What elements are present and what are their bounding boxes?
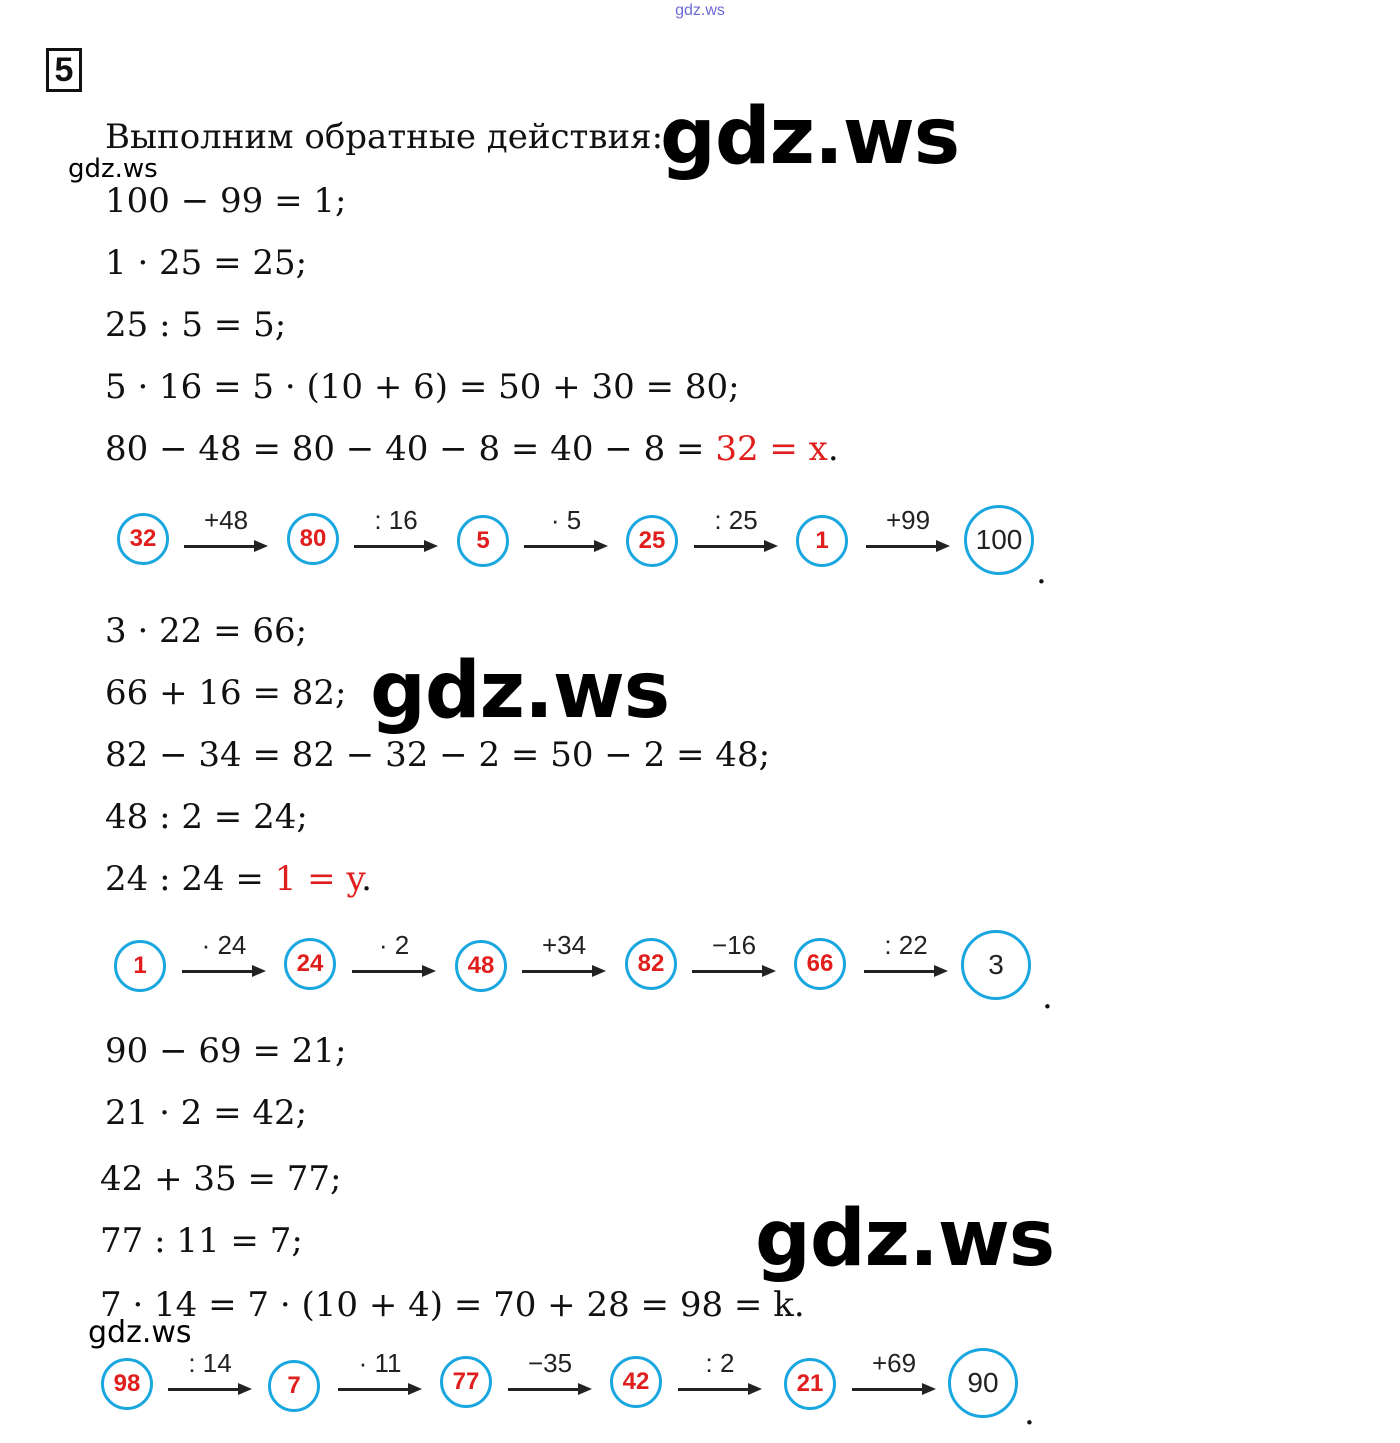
chain-final-node: 90 — [948, 1348, 1018, 1418]
chain-node: 21 — [784, 1358, 836, 1410]
chain-arrow — [522, 930, 606, 990]
operation-label: · 5 — [550, 505, 582, 535]
operation-label: : 2 — [705, 1348, 735, 1378]
equation-line: 1 · 25 = 25; — [105, 243, 308, 283]
equation-line: 5 · 16 = 5 · (10 + 6) = 50 + 30 = 80; — [105, 367, 740, 407]
chain-arrow — [184, 505, 268, 565]
watermark-small: gdz.ws — [88, 1315, 192, 1350]
equation-line: 3 · 22 = 66; — [105, 611, 308, 651]
chain-node: 80 — [287, 513, 339, 565]
arrow-head-icon — [594, 540, 608, 552]
operation-chain-3 — [0, 1348, 1400, 1438]
arrow-head-icon — [762, 965, 776, 977]
equation-line-result — [105, 859, 372, 899]
chain-arrow — [524, 505, 608, 565]
answer-highlight: 32 = x — [715, 429, 828, 469]
operation-chain-1 — [0, 505, 1400, 595]
chain-arrow — [866, 505, 950, 565]
chain-node: 82 — [625, 938, 677, 990]
arrow-head-icon — [408, 1383, 422, 1395]
arrow-head-icon — [934, 965, 948, 977]
chain-node: 5 — [457, 515, 509, 567]
chain-arrow — [168, 1348, 252, 1408]
chain-arrow — [508, 1348, 592, 1408]
chain-node: 32 — [117, 513, 169, 565]
answer-highlight: 1 = y — [274, 859, 362, 899]
arrow-head-icon — [238, 1383, 252, 1395]
arrow-head-icon — [424, 540, 438, 552]
arrow-head-icon — [922, 1383, 936, 1395]
equation-line: 77 : 11 = 7; — [100, 1221, 303, 1261]
operation-label: · 24 — [201, 930, 247, 960]
operation-label: −35 — [527, 1348, 573, 1378]
arrow-head-icon — [254, 540, 268, 552]
operation-label: : 25 — [714, 505, 758, 535]
operation-label: +48 — [203, 505, 249, 535]
equation-line: 25 : 5 = 5; — [105, 305, 287, 345]
arrow-head-icon — [764, 540, 778, 552]
arrow-head-icon — [252, 965, 266, 977]
chain-arrow — [864, 930, 948, 990]
watermark-small: gdz.ws — [68, 154, 158, 184]
operation-label: +34 — [541, 930, 587, 960]
intro-text: Выполним обратные действия: — [105, 117, 664, 157]
chain-arrow — [352, 930, 436, 990]
operation-label: +99 — [885, 505, 931, 535]
watermark: gdz.ws — [755, 1194, 1055, 1284]
chain-node: 1 — [796, 515, 848, 567]
top-watermark: gdz.ws — [675, 2, 725, 19]
chain-node: 24 — [284, 938, 336, 990]
operation-label: · 2 — [378, 930, 410, 960]
chain-node: 98 — [101, 1358, 153, 1410]
equation-line: 82 − 34 = 82 − 32 − 2 = 50 − 2 = 48; — [105, 735, 771, 775]
arrow-head-icon — [748, 1383, 762, 1395]
chain-arrow — [338, 1348, 422, 1408]
equation-line: 21 · 2 = 42; — [105, 1093, 308, 1133]
chain-arrow — [182, 930, 266, 990]
chain-node: 7 — [268, 1360, 320, 1412]
equation-line: 90 − 69 = 21; — [105, 1031, 347, 1071]
equation-line: 7 · 14 = 7 · (10 + 4) = 70 + 28 = 98 = k. — [100, 1285, 805, 1325]
period: . — [1036, 552, 1047, 592]
arrow-head-icon — [592, 965, 606, 977]
period: . — [1042, 977, 1053, 1017]
arrow-head-icon — [936, 540, 950, 552]
chain-node: 48 — [455, 940, 507, 992]
equation-end: . — [827, 429, 839, 469]
operation-label: −16 — [711, 930, 757, 960]
equation-end: . — [361, 859, 372, 899]
operation-label: : 14 — [188, 1348, 232, 1378]
chain-node: 66 — [794, 938, 846, 990]
equation-text: 24 : 24 = — [105, 859, 275, 899]
equation-line: 42 + 35 = 77; — [100, 1159, 342, 1199]
chain-final-node: 3 — [961, 930, 1031, 1000]
chain-final-node: 100 — [964, 505, 1034, 575]
task-number: 5 — [46, 48, 82, 92]
period: . — [1024, 1393, 1035, 1433]
chain-node: 1 — [114, 940, 166, 992]
arrow-head-icon — [578, 1383, 592, 1395]
chain-node: 77 — [440, 1356, 492, 1408]
chain-arrow — [852, 1348, 936, 1408]
chain-arrow — [692, 930, 776, 990]
equation-text: 80 − 48 = 80 − 40 − 8 = 40 − 8 = — [105, 429, 716, 469]
equation-line: 66 + 16 = 82; — [105, 673, 347, 713]
operation-label: : 16 — [374, 505, 418, 535]
watermark: gdz.ws — [370, 646, 670, 736]
chain-node: 42 — [610, 1356, 662, 1408]
equation-line-result — [105, 429, 839, 469]
operation-label: · 11 — [358, 1348, 402, 1378]
operation-label: +69 — [871, 1348, 917, 1378]
watermark: gdz.ws — [660, 92, 960, 182]
operation-label: : 22 — [884, 930, 928, 960]
operation-chain-2 — [0, 930, 1400, 1020]
chain-arrow — [678, 1348, 762, 1408]
chain-arrow — [694, 505, 778, 565]
arrow-head-icon — [422, 965, 436, 977]
equation-line: 48 : 2 = 24; — [105, 797, 308, 837]
chain-node: 25 — [626, 515, 678, 567]
chain-arrow — [354, 505, 438, 565]
equation-line: 100 − 99 = 1; — [105, 181, 347, 221]
